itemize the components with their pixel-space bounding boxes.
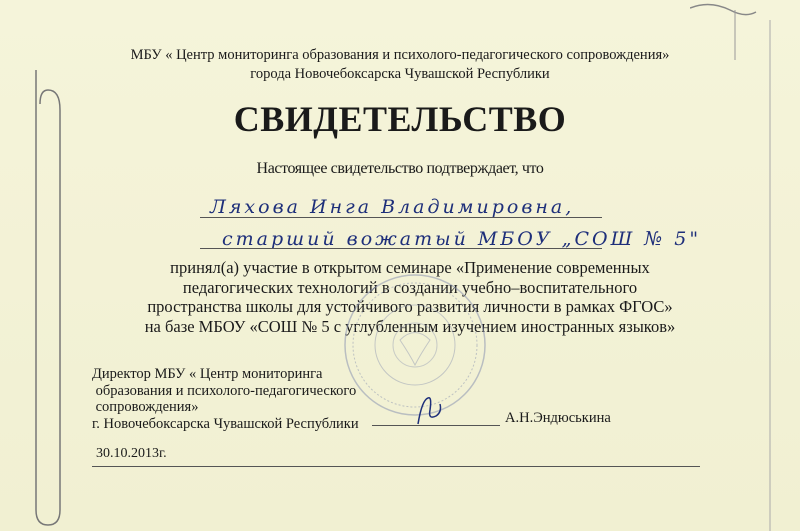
director-name: А.Н.Эндюськина (505, 410, 611, 426)
body-line-4: на базе МБОУ «СОШ № 5 с углубленным изучением иностранных языков» (144, 316, 676, 336)
recipient-name: Ляхова Инга Владимировна, (210, 196, 575, 218)
org-line-1: МБУ « Центр мониторинга образования и психолого-педагогического сопровождения» (130, 47, 670, 63)
bottom-rule (92, 466, 700, 467)
director-line-1: Директор МБУ « Центр мониторинга (92, 366, 323, 382)
position-underline (200, 248, 602, 249)
certificate-title: СВИДЕТЕЛЬСТВО (233, 99, 567, 139)
director-line-3: сопровождения» (95, 399, 199, 415)
handwritten-signature (410, 390, 450, 430)
org-line-2: города Новочебоксарска Чувашской Республики (250, 66, 550, 82)
name-underline (200, 217, 602, 218)
director-line-2: образования и психолого-педагогического (95, 382, 357, 399)
certificate-intro: Настоящее свидетельство подтверждает, что (256, 160, 544, 177)
body-line-1: принял(а) участие в открытом семинаре «Применение современных (170, 258, 650, 277)
director-line-4: г. Новочебоксарска Чувашской Республики (92, 415, 359, 432)
body-line-2: педагогических технологий в создании учебно–воспитательного (182, 277, 638, 297)
body-line-3: пространства школы для устойчивого развития личности в рамках ФГОС» (147, 297, 673, 316)
binder-edge-right (760, 20, 800, 531)
issue-date: 30.10.2013г. (96, 446, 167, 461)
org-header (0, 46, 800, 84)
director-block (92, 366, 359, 432)
recipient-position: старший вожатый МБОУ „СОШ № 5" (222, 228, 702, 250)
